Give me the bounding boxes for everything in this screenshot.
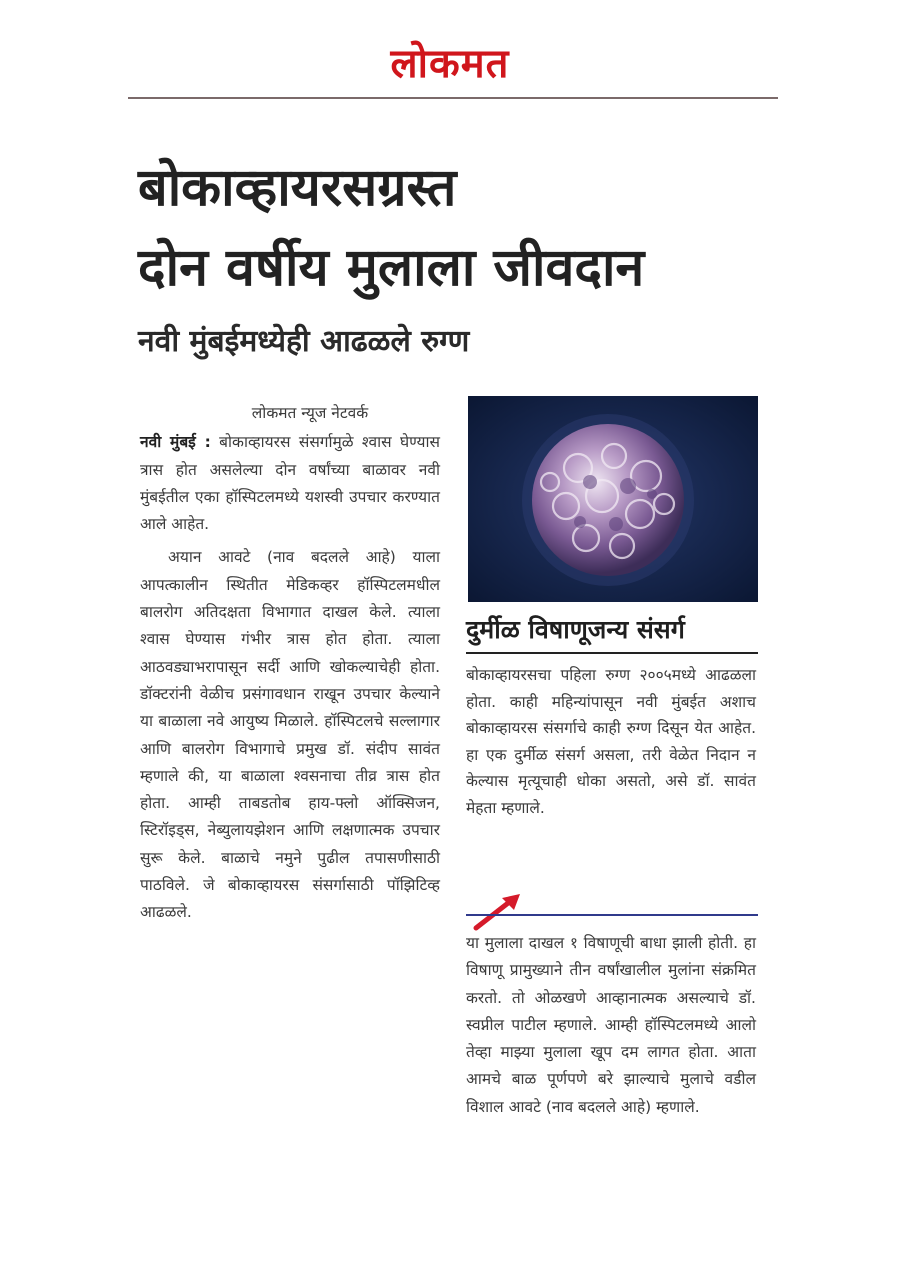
headline-line-2: दोन वर्षीय मुलाला जीवदान [138,238,645,298]
lead-text: बोकाव्हायरस संसर्गामुळे श्वास घेण्यास त्रास होत असलेल्या दोन वर्षांच्या बाळावर नवी मुंबईतील एका हॉस्पिटलमध्ये यशस्वी उपचार करण्यात आले आहेत. [140,433,440,534]
red-arrow-icon [472,890,524,932]
lead-paragraph [140,429,440,538]
virus-illustration [468,396,758,602]
article-left-column [140,400,440,927]
masthead-logo: लोकमत [390,41,510,87]
sidebar-title-rule [466,652,758,654]
body-paragraph-2: अयान आवटे (नाव बदलले आहे) याला आपत्कालीन स्थितीत मेडिकव्हर हॉस्पिटलमधील बालरोग अतिदक्षता विभागात दाखल केले. त्याला श्वास घेण्यास गंभीर त्रास होत होता. त्याला आठवड्याभरापासून सर्दी आणि खोकल्याचेही होता. डॉक्टरांनी वेळीच प्रसंगावधान राखून उपचार केल्याने या बाळाला नवे आयुष्य मिळाले. हॉस्पिटलचे सल्लागार आणि बालरोग विभागाचे प्रमुख डॉ. संदीप सावंत म्हणाले की, या बाळाला श्वसनाचा तीव्र त्रास होत होता. आम्ही ताबडतोब हाय-फ्लो ऑक्सिजन, स्टिरॉइड्स, नेब्युलायझेशन आणि लक्षणात्मक उपचार सुरू केले. बाळाचे नमुने पुढील तपासणीसाठी पाठविले. जे बोकाव्हायरस संसर्गासाठी पॉझिटिव्ह आढळले. [140,548,440,922]
masthead-rule [128,97,778,99]
sidebar-body: बोकाव्हायरसचा पहिला रुग्ण २००५मध्ये आढळला होता. काही महिन्यांपासून नवी मुंबईत अशाच बोकाव्हायरस संसर्गाचे काही रुग्ण दिसून येत आहेत. हा एक दुर्मीळ संसर्ग असला, तरी वेळेत निदान न केल्यास मृत्यूचाही धोका असतो, असे डॉ. सावंत मेहता म्हणाले. [466,666,756,817]
subheadline: नवी मुंबईमध्येही आढळले रुग्ण [138,324,470,359]
byline: लोकमत न्यूज नेटवर्क [251,404,369,422]
headline [138,148,778,308]
sidebar-title: दुर्मीळ विषाणूजन्य संसर्ग [466,615,685,644]
dateline: नवी मुंबई : [140,433,211,452]
headline-line-1: बोकाव्हायरसग्रस्त [138,158,457,218]
section-divider [466,914,758,916]
virus-photo [468,396,758,602]
article-continuation: या मुलाला दाखल १ विषाणूची बाधा झाली होती. हा विषाणू प्रामुख्याने तीन वर्षांखालील मुलांना संक्रमित करतो. तो ओळखणे आव्हानात्मक असल्याचे डॉ. स्वप्नील पाटील म्हणाले. आम्ही हॉस्पिटलमध्ये आलो तेव्हा माझ्या मुलाला खूप दम लागत होता. आता आमचे बाळ पूर्णपणे बरे झाल्याचे मुलाचे वडील विशाल आवटे (नाव बदलले आहे) म्हणाले. [466,934,756,1116]
